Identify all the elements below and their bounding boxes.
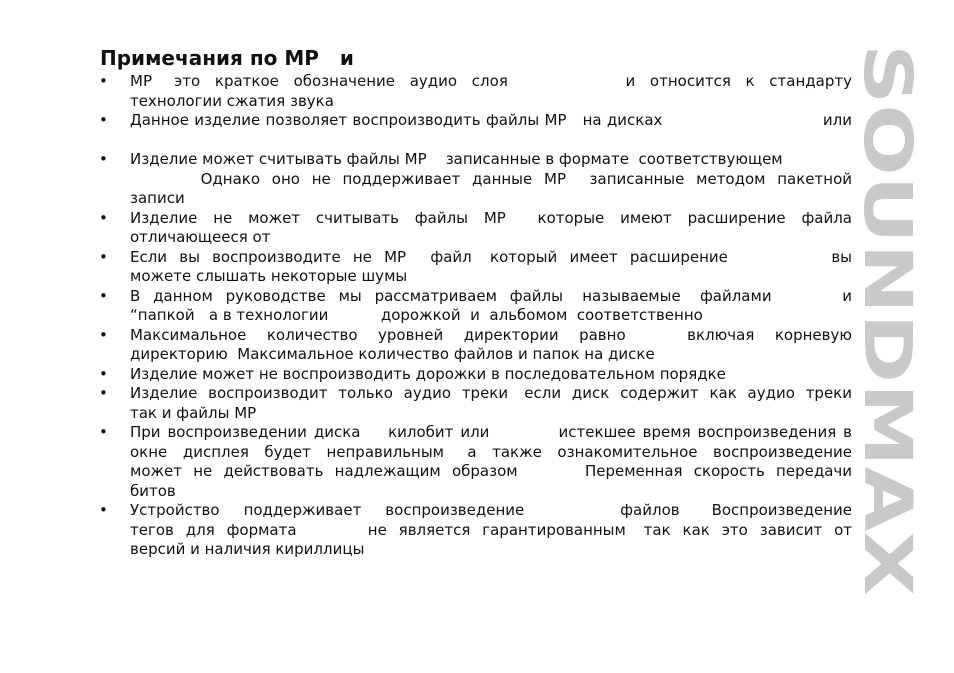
bullet-icon: •	[99, 286, 108, 305]
item-line: Изделие не может считывать файлы MP которые имеют расширение файла	[130, 208, 852, 227]
item-line: Однако оно не поддерживает данные MP записанные методом пакетной	[130, 169, 852, 188]
bullet-icon: •	[99, 364, 108, 383]
list-item	[97, 501, 852, 560]
item-line: Изделие может не воспроизводить дорожки в последовательном порядке	[130, 364, 726, 383]
page-heading: Примечания по MP и	[100, 46, 354, 70]
item-line: Устройство поддерживает воспроизведение файлов Воспроизведение	[130, 501, 852, 519]
bullet-icon: •	[99, 111, 108, 129]
bullet-icon: •	[99, 501, 108, 519]
bullet-icon: •	[99, 384, 108, 402]
bullet-icon: •	[99, 208, 108, 227]
item-line: MP это краткое обозначение аудио слоя и относится к стандарту	[130, 72, 852, 90]
item-line: директорию Максимальное количество файлов и папок на диске	[130, 345, 655, 363]
item-line: окне дисплея будет неправильным а также ознакомительное воспроизведение	[130, 442, 852, 461]
item-line: версий и наличия кириллицы	[130, 540, 365, 558]
list-item	[97, 209, 852, 248]
item-line: записи	[130, 189, 185, 207]
soundmax-logo	[849, 40, 926, 600]
bullet-icon: •	[99, 150, 108, 168]
item-line: Изделие может считывать файлы MP записанные в формате соответствующем	[130, 150, 783, 168]
list-item	[97, 384, 852, 423]
item-line: можете слышать некоторые шумы	[130, 267, 408, 285]
list-item	[97, 72, 852, 111]
bullet-icon: •	[99, 247, 108, 266]
bullet-icon: •	[99, 72, 108, 90]
item-line: В данном руководстве мы рассматриваем файлы называемые файлами и	[130, 286, 852, 305]
item-line	[130, 131, 852, 151]
item-line: При воспроизведении диска килобит или истекшее время воспроизведения в	[130, 423, 852, 441]
item-line: тегов для формата не является гарантированным так как это зависит от	[130, 520, 852, 539]
item-line: Изделие воспроизводит только аудио треки если диск содержит как аудио треки	[130, 384, 852, 402]
bullet-icon: •	[99, 423, 108, 441]
item-line: Если вы воспроизводите не MP файл который имеет расширение вы	[130, 247, 852, 266]
notes-list	[97, 72, 852, 560]
list-item	[97, 326, 852, 365]
item-line: технологии сжатия звука	[130, 91, 334, 110]
item-line: Максимальное количество уровней директории равно включая корневую	[130, 325, 852, 344]
list-item	[97, 248, 852, 287]
item-line: так и файлы MP	[130, 403, 257, 422]
item-line: “папкой а в технологии дорожкой и альбомом соответственно	[130, 306, 703, 324]
bullet-icon: •	[99, 325, 108, 344]
list-item	[97, 111, 852, 150]
item-line: может не действовать надлежащим образом Переменная скорость передачи	[130, 462, 852, 480]
item-line: Данное изделие позволяет воспроизводить файлы MP на дисках или	[130, 111, 852, 129]
list-item	[97, 150, 852, 209]
soundmax-logo-text: SOUNDMAX	[849, 44, 926, 479]
list-item	[97, 287, 852, 326]
list-item	[97, 423, 852, 501]
list-item	[97, 365, 852, 385]
item-line: битов	[130, 481, 176, 500]
item-line: отличающееся от	[130, 228, 271, 246]
